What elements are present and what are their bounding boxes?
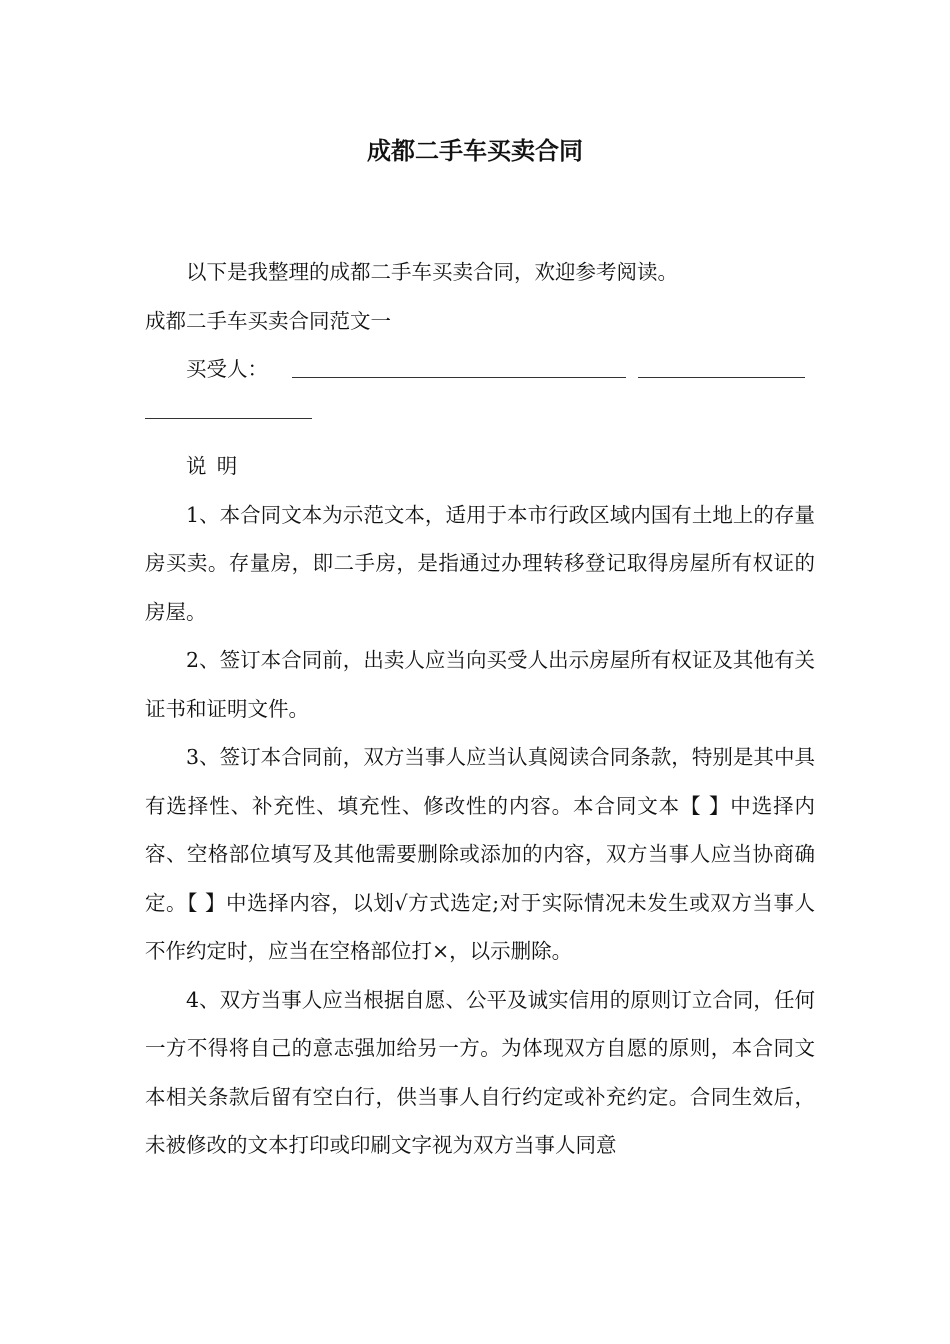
section-heading: 成都二手车买卖合同范文一 xyxy=(145,308,391,333)
buyer-blank-1 xyxy=(292,377,626,378)
explanation-heading: 说明 xyxy=(186,454,248,478)
buyer-label: 买受人： xyxy=(186,357,268,381)
buyer-blank-3 xyxy=(145,418,312,419)
buyer-blank-2 xyxy=(638,377,805,378)
document-body xyxy=(145,248,815,1170)
buyer-blank-line xyxy=(145,394,815,443)
clause-4: 4、双方当事人应当根据自愿、公平及诚实信用的原则订立合同，任何一方不得将自己的意志强加给另一方。为体现双方自愿的原则，本合同文本相关条款后留有空白行，供当事人自行约定或补充约定。合同生效后，未被修改的文本打印或印刷文字视为双方当事人同意 xyxy=(145,987,815,1157)
clause-3: 3、签订本合同前，双方当事人应当认真阅读合同条款，特别是其中具有选择性、补充性、填充性、修改性的内容。本合同文本【 】中选择内容、空格部位填写及其他需要删除或添加的内容，双方当事人应当协商确定。【 】中选择内容，以划√方式选定;对于实际情况未发生或双方当事人不作约定时，应当在空格部位打×，以示删除。 xyxy=(145,745,815,963)
clause-1: 1、本合同文本为示范文本，适用于本市行政区域内国有土地上的存量房买卖。存量房，即二手房，是指通过办理转移登记取得房屋所有权证的房屋。 xyxy=(145,502,815,624)
buyer-line xyxy=(145,345,815,394)
intro-paragraph: 以下是我整理的成都二手车买卖合同，欢迎参考阅读。 xyxy=(186,260,678,284)
clause-2: 2、签订本合同前，出卖人应当向买受人出示房屋所有权证及其他有关证书和证明文件。 xyxy=(145,648,815,721)
document-title: 成都二手车买卖合同 xyxy=(367,137,583,165)
